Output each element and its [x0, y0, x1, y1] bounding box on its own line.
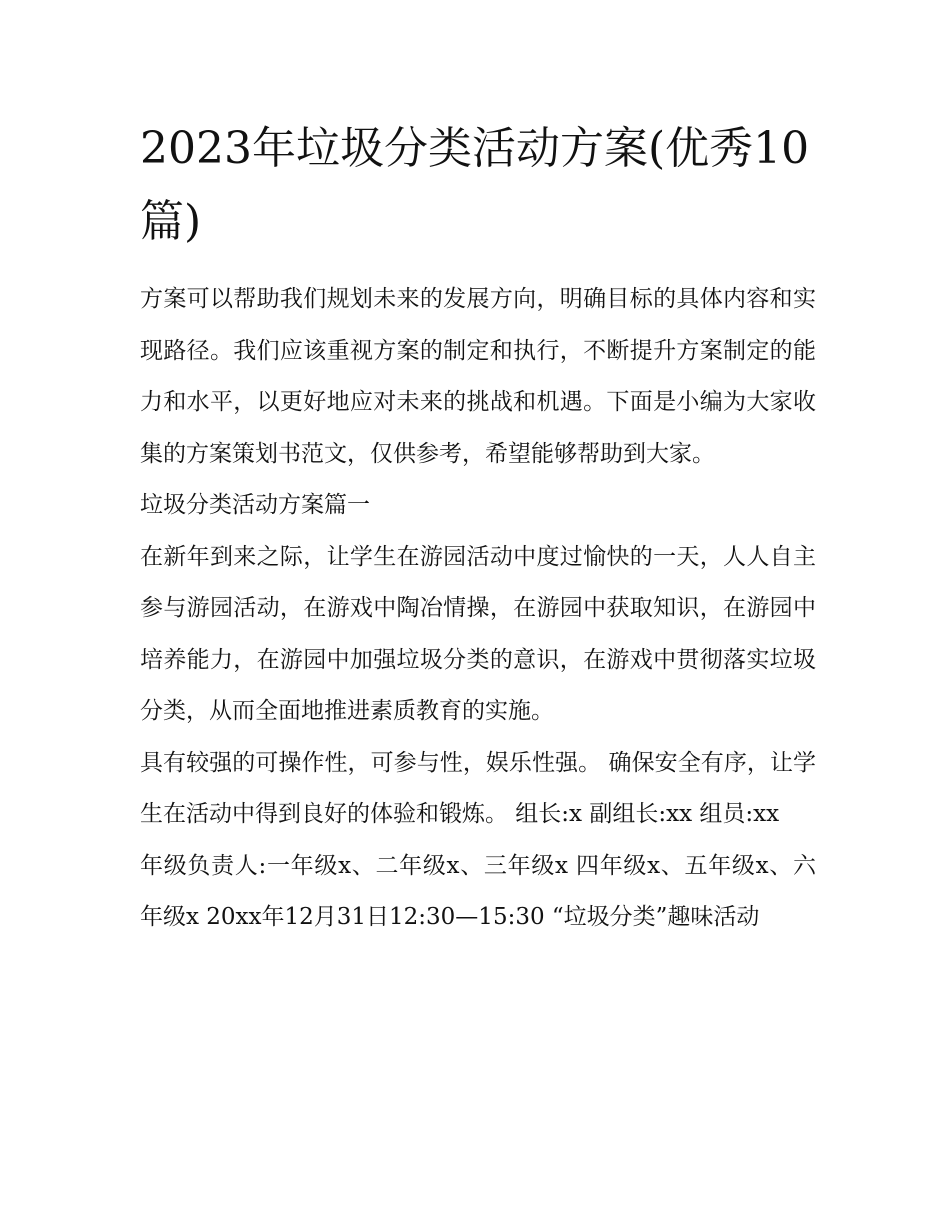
section-heading: 垃圾分类活动方案篇一: [140, 492, 370, 518]
section-paragraph-2: 具有较强的可操作性，可参与性，娱乐性强。 确保安全有序，让学生在活动中得到良好的体验和锻炼。 组长:x 副组长:xx 组员:xx: [140, 749, 816, 827]
intro-paragraph: 方案可以帮助我们规划未来的发展方向，明确目标的具体内容和实现路径。我们应该重视方案的制定和执行，不断提升方案制定的能力和水平，以更好地应对未来的挑战和机遇。下面是小编为大家收集的方案策划书范文，仅供参考，希望能够帮助到大家。: [140, 286, 816, 467]
section-paragraph-1: 在新年到来之际，让学生在游园活动中度过愉快的一天，人人自主参与游园活动，在游戏中陶冶情操，在游园中获取知识，在游园中培养能力，在游园中加强垃圾分类的意识，在游戏中贯彻落实垃圾分类，从而全面地推进素质教育的实施。: [140, 543, 816, 724]
section-paragraph-3: 年级负责人:一年级x、二年级x、三年级x 四年级x、五年级x、六年级x 20xx年12月31日12:30—15:30 “垃圾分类”趣味活动: [140, 852, 816, 930]
document-title: 2023年垃圾分类活动方案(优秀10篇): [140, 123, 810, 247]
document-body: [140, 112, 816, 944]
